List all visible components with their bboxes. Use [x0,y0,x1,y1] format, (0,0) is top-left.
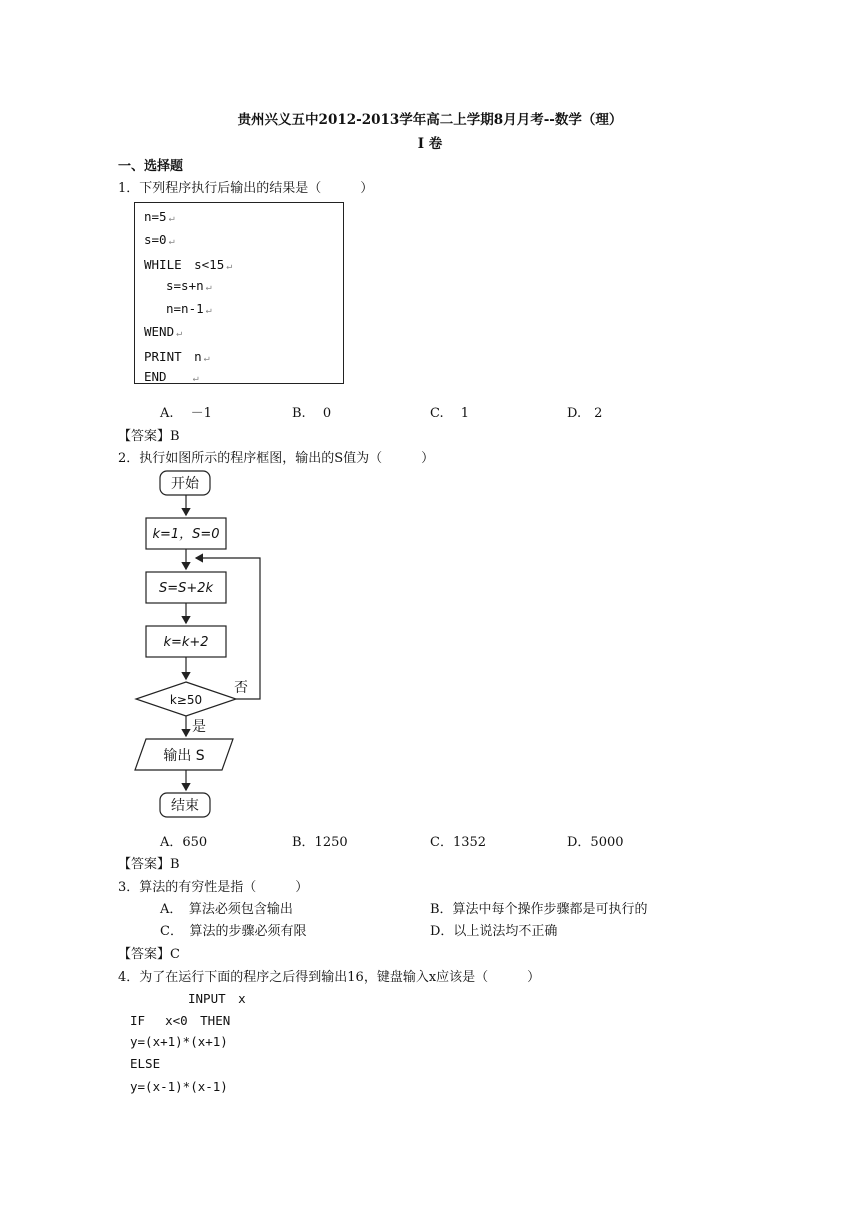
q3-option-b: B．算法中每个操作步骤都是可执行的 [430,902,648,917]
q4-code-line: y=(x+1)*(x+1) [130,1034,228,1049]
q1-stem: 1．下列程序执行后输出的结果是（ ） [118,181,374,196]
volume-label: I 卷 [417,136,443,152]
flow-init-label: k=1，S=0 [152,527,220,542]
q2-option-a: A．650 [160,835,208,850]
flow-no-label: 否 [234,680,248,696]
q3-stem: 3．算法的有穷性是指（ ） [118,880,309,895]
q2-stem: 2．执行如图所示的程序框图，输出的S值为（ ） [118,451,435,466]
q1-option-a: A. －1 [160,406,212,421]
q3-option-a: A． 算法必须包含输出 [160,902,293,917]
q4-code-line: ELSE [130,1056,161,1071]
q1-option-c: C. 1 [430,406,470,421]
q1-option-d: D. 2 [567,406,603,421]
section-heading: 一、选择题 [118,159,184,174]
flow-step2-label: k=k+2 [163,635,209,650]
q3-answer: 【答案】C [118,947,180,962]
q2-answer: 【答案】B [118,857,180,872]
q1-code-line: END ↵ [144,369,199,384]
q1-code-line: WEND ↵ [144,324,183,339]
flow-start-label: 开始 [171,476,199,492]
flow-output-label: 输出 S [163,748,205,764]
flow-step1-label: S=S+2k [158,581,214,596]
q1-option-b: B. 0 [292,406,332,421]
q1-code-line: s=0 ↵ [144,232,175,247]
q4-code-line: IF x<0 THEN [130,1013,231,1028]
q2-option-b: B．1250 [292,835,348,850]
flow-condition-label: k≥50 [169,693,203,707]
q4-code-line: INPUT x [188,991,246,1006]
q1-code-line: n=5 ↵ [144,209,175,224]
q2-option-d: D．5000 [567,835,624,850]
document-title: 贵州兴义五中2012-2013学年高二上学期8月月考--数学（理） [237,112,623,128]
q1-code-line: n=n-1 ↵ [166,301,212,316]
q3-option-c: C． 算法的步骤必须有限 [160,924,307,939]
flow-end-label: 结束 [171,798,199,814]
q1-code-line: s=s+n ↵ [166,278,212,293]
q1-code-line: PRINT n ↵ [144,349,210,364]
flow-yes-label: 是 [192,719,206,735]
q1-answer: 【答案】B [118,429,180,444]
q4-code-line: y=(x-1)*(x-1) [130,1079,228,1094]
q2-option-c: C．1352 [430,835,487,850]
q3-option-d: D．以上说法均不正确 [430,924,558,939]
q4-stem: 4．为了在运行下面的程序之后得到输出16，键盘输入x应该是（ ） [118,970,541,985]
q1-code-line: WHILE s<15 ↵ [144,257,233,272]
